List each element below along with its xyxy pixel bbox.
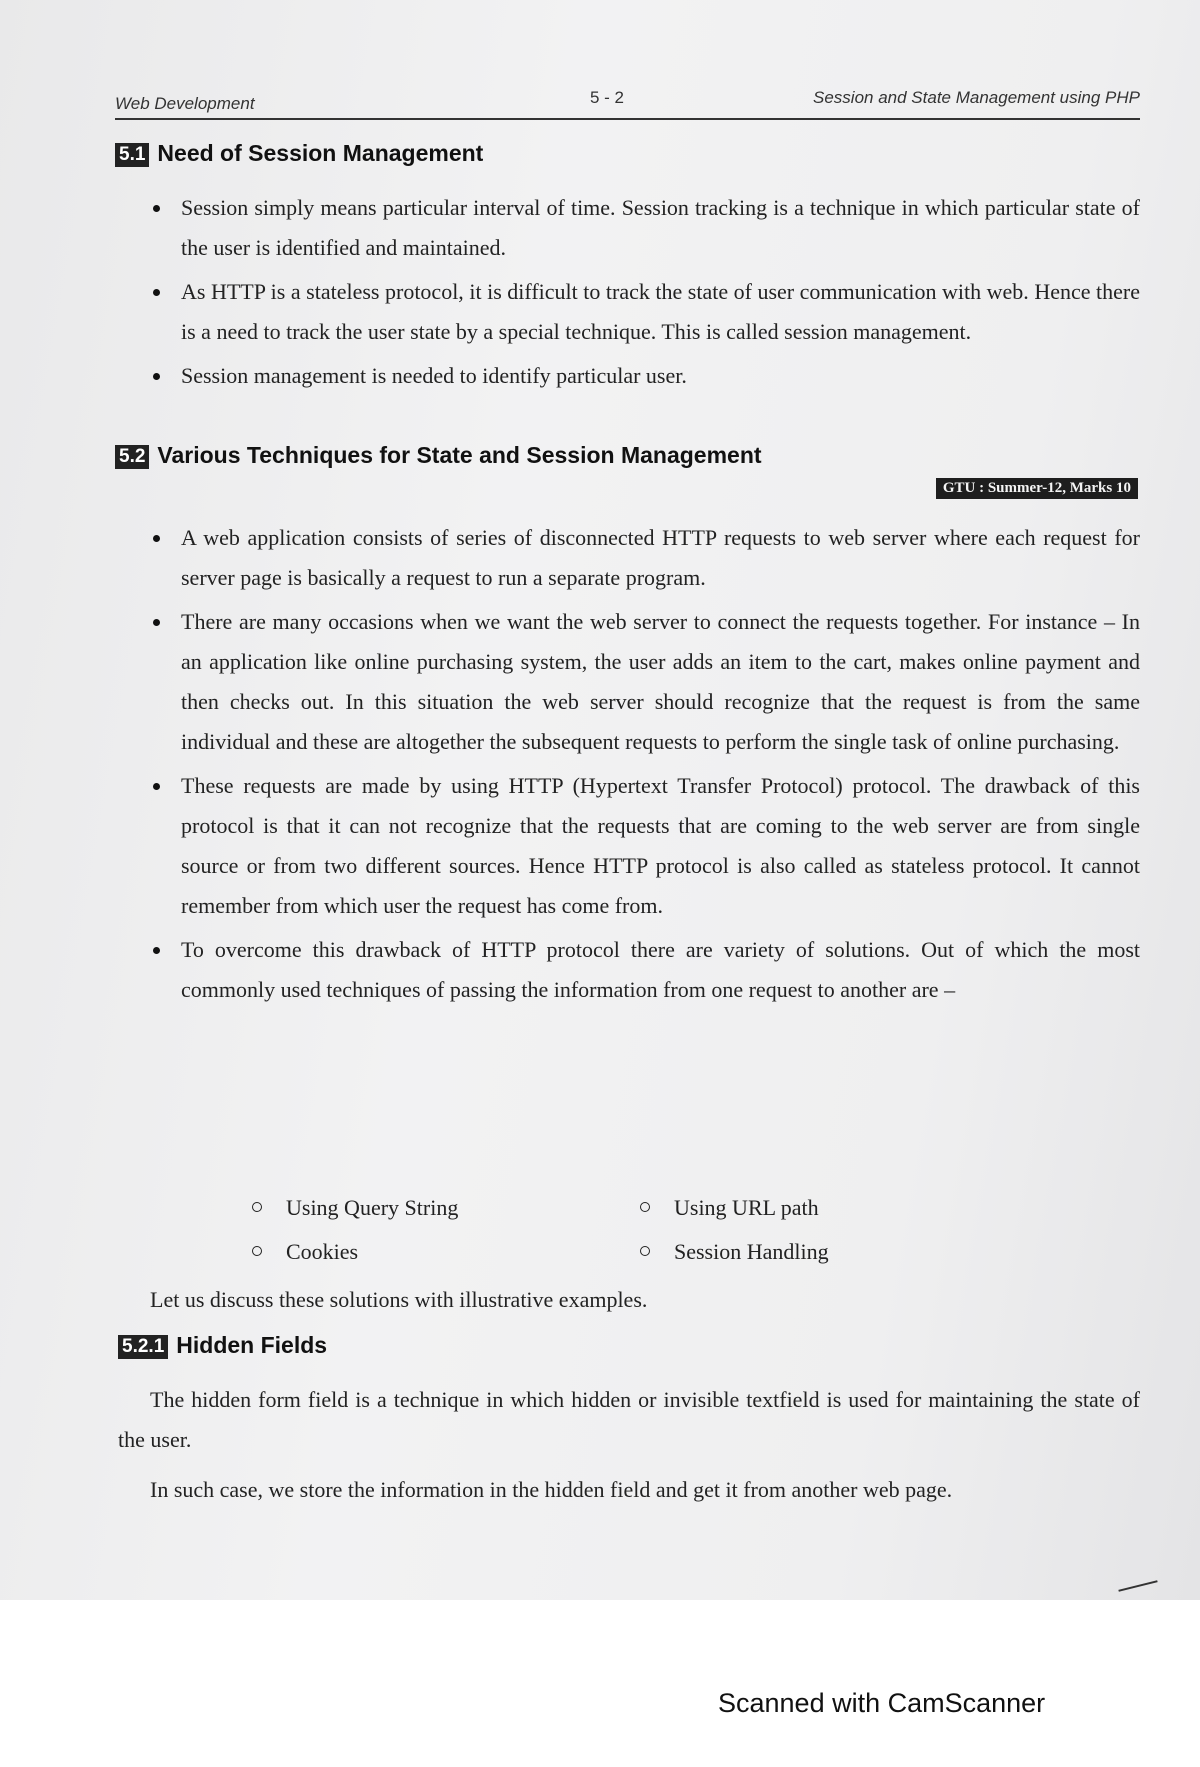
section-number: 5.2.1 bbox=[118, 1335, 168, 1359]
technique-item: Session Handling bbox=[640, 1232, 829, 1272]
list-item: Session management is needed to identify particular user. bbox=[150, 356, 1140, 396]
header-book-title: Web Development bbox=[115, 94, 255, 113]
section-5-2-1-heading bbox=[118, 1332, 327, 1359]
section-title: Need of Session Management bbox=[157, 140, 484, 166]
list-item: As HTTP is a stateless protocol, it is difficult to track the state of user communication with web. Hence there is a need to track the user state by a special technique. This is called session management. bbox=[150, 272, 1140, 352]
section-title: Hidden Fields bbox=[176, 1332, 328, 1358]
header-chapter-title: Session and State Management using PHP bbox=[813, 88, 1140, 107]
list-item: A web application consists of series of disconnected HTTP requests to web server where each request for server page is basically a request to run a separate program. bbox=[150, 518, 1140, 598]
header-page-number: 5 - 2 bbox=[590, 88, 625, 107]
section-title: Various Techniques for State and Session Management bbox=[157, 442, 762, 468]
section-5-2-bullet-list bbox=[150, 518, 1140, 1014]
list-item: There are many occasions when we want the web server to connect the requests together. For instance – In an application like online purchasing system, the user adds an item to the cart, makes online payment and then checks out. In this situation the web server should recognize that the request is from the same individual and these are altogether the subsequent requests to perform the single task of online purchasing. bbox=[150, 602, 1140, 762]
circle-bullet-icon bbox=[252, 1246, 262, 1256]
running-header bbox=[115, 78, 1140, 120]
body-paragraph: The hidden form field is a technique in which hidden or invisible textfield is used for maintaining the state of the user. bbox=[118, 1387, 1140, 1452]
list-item: These requests are made by using HTTP (Hypertext Transfer Protocol) protocol. The drawback of this protocol is that it can not recognize that the requests that are coming to the web server are from single source or from two different sources. Hence HTTP protocol is also called as stateless protocol. It cannot remember from which user the request has come from. bbox=[150, 766, 1140, 926]
section-5-2-heading bbox=[115, 442, 762, 469]
section-5-1-heading bbox=[115, 140, 483, 167]
technique-item: Cookies bbox=[252, 1232, 358, 1272]
exam-marks-badge: GTU : Summer-12, Marks 10 bbox=[936, 478, 1138, 499]
technique-item: Using Query String bbox=[252, 1188, 458, 1228]
list-item: To overcome this drawback of HTTP protocol there are variety of solutions. Out of which the most commonly used techniques of passing the information from one request to another are – bbox=[150, 930, 1140, 1010]
pen-mark bbox=[1118, 1580, 1157, 1592]
scanner-watermark: Scanned with CamScanner bbox=[718, 1688, 1046, 1718]
section-number: 5.2 bbox=[115, 445, 149, 469]
section-number: 5.1 bbox=[115, 143, 149, 167]
section-5-1-bullet-list bbox=[150, 188, 1140, 400]
circle-bullet-icon bbox=[640, 1246, 650, 1256]
closing-paragraph: Let us discuss these solutions with illustrative examples. bbox=[150, 1287, 648, 1312]
body-paragraph: In such case, we store the information in the hidden field and get it from another web page. bbox=[150, 1477, 953, 1502]
circle-bullet-icon bbox=[252, 1202, 262, 1212]
technique-item: Using URL path bbox=[640, 1188, 819, 1228]
circle-bullet-icon bbox=[640, 1202, 650, 1212]
list-item: Session simply means particular interval of time. Session tracking is a technique in which particular state of the user is identified and maintained. bbox=[150, 188, 1140, 268]
